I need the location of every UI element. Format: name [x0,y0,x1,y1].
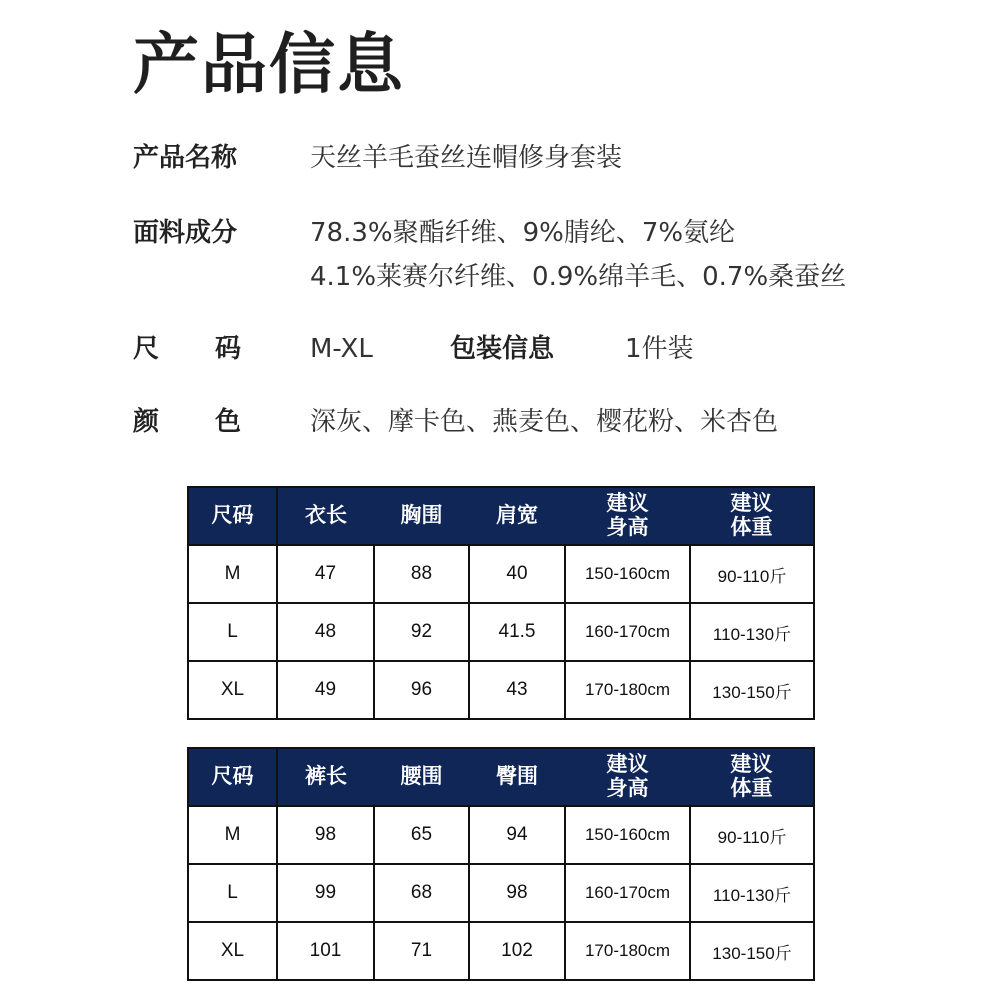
size-label-char-1: 尺 [133,334,160,364]
cell-shoulder: 43 [469,661,565,719]
product-name-value: 天丝羊毛蚕丝连帽修身套装 [310,143,623,173]
table-row [188,922,814,980]
cell-pants-length: 101 [277,922,374,980]
pack-label: 包装信息 [450,334,555,364]
cell-length: 49 [277,661,374,719]
size-label [133,331,241,367]
header-hip: 臀围 [469,748,565,806]
table-header-row [188,748,814,806]
color-value: 深灰、摩卡色、燕麦色、樱花粉、米杏色 [310,407,779,437]
cell-height: 150-160cm [565,806,690,864]
table-row [188,806,814,864]
cell-chest: 88 [374,545,469,603]
header-pants-length: 裤长 [277,748,374,806]
page-title: 产品信息 [133,26,405,103]
cell-weight: 90-110斤 [690,806,814,864]
cell-height: 160-170cm [565,603,690,661]
cell-weight: 110-130斤 [690,864,814,922]
fabric-value-line1: 78.3%聚酯纤维、9%腈纶、7%氨纶 [310,218,736,248]
size-value: M-XL [310,334,373,364]
cell-size: L [188,603,277,661]
cell-size: M [188,545,277,603]
fabric-label: 面料成分 [133,218,238,248]
header-height-line1: 建议 [606,753,649,776]
color-label [133,404,241,440]
header-height [565,487,690,545]
table-row [188,661,814,719]
cell-chest: 92 [374,603,469,661]
header-weight [690,487,814,545]
header-size: 尺码 [188,748,277,806]
cell-size: L [188,864,277,922]
cell-size: XL [188,922,277,980]
header-size: 尺码 [188,487,277,545]
cell-weight: 110-130斤 [690,603,814,661]
bottom-size-table [187,747,815,981]
header-length: 衣长 [277,487,374,545]
top-size-table [187,486,815,720]
header-weight-line1: 建议 [730,753,773,776]
table-header-row [188,487,814,545]
color-label-char-2: 色 [214,407,241,437]
cell-size: M [188,806,277,864]
header-height [565,748,690,806]
fabric-value-line2: 4.1%莱赛尔纤维、0.9%绵羊毛、0.7%桑蚕丝 [310,262,847,292]
header-weight-line1: 建议 [730,492,773,515]
product-name-label: 产品名称 [133,143,238,173]
cell-waist: 71 [374,922,469,980]
cell-waist: 68 [374,864,469,922]
cell-hip: 102 [469,922,565,980]
cell-hip: 94 [469,806,565,864]
header-weight [690,748,814,806]
color-label-char-1: 颜 [133,407,160,437]
size-label-char-2: 码 [214,334,241,364]
cell-chest: 96 [374,661,469,719]
pack-value: 1件装 [625,334,694,364]
header-waist: 腰围 [374,748,469,806]
cell-weight: 130-150斤 [690,661,814,719]
cell-weight: 90-110斤 [690,545,814,603]
header-weight-line2: 体重 [730,516,773,539]
cell-pants-length: 98 [277,806,374,864]
cell-weight: 130-150斤 [690,922,814,980]
header-shoulder: 肩宽 [469,487,565,545]
header-height-line1: 建议 [606,492,649,515]
cell-length: 47 [277,545,374,603]
cell-pants-length: 99 [277,864,374,922]
cell-shoulder: 41.5 [469,603,565,661]
header-height-line2: 身高 [606,777,649,800]
cell-height: 160-170cm [565,864,690,922]
cell-height: 150-160cm [565,545,690,603]
cell-height: 170-180cm [565,661,690,719]
cell-hip: 98 [469,864,565,922]
table-row [188,864,814,922]
cell-size: XL [188,661,277,719]
table-row [188,603,814,661]
header-height-line2: 身高 [606,516,649,539]
header-weight-line2: 体重 [730,777,773,800]
cell-waist: 65 [374,806,469,864]
header-chest: 胸围 [374,487,469,545]
cell-height: 170-180cm [565,922,690,980]
cell-shoulder: 40 [469,545,565,603]
cell-length: 48 [277,603,374,661]
table-row [188,545,814,603]
